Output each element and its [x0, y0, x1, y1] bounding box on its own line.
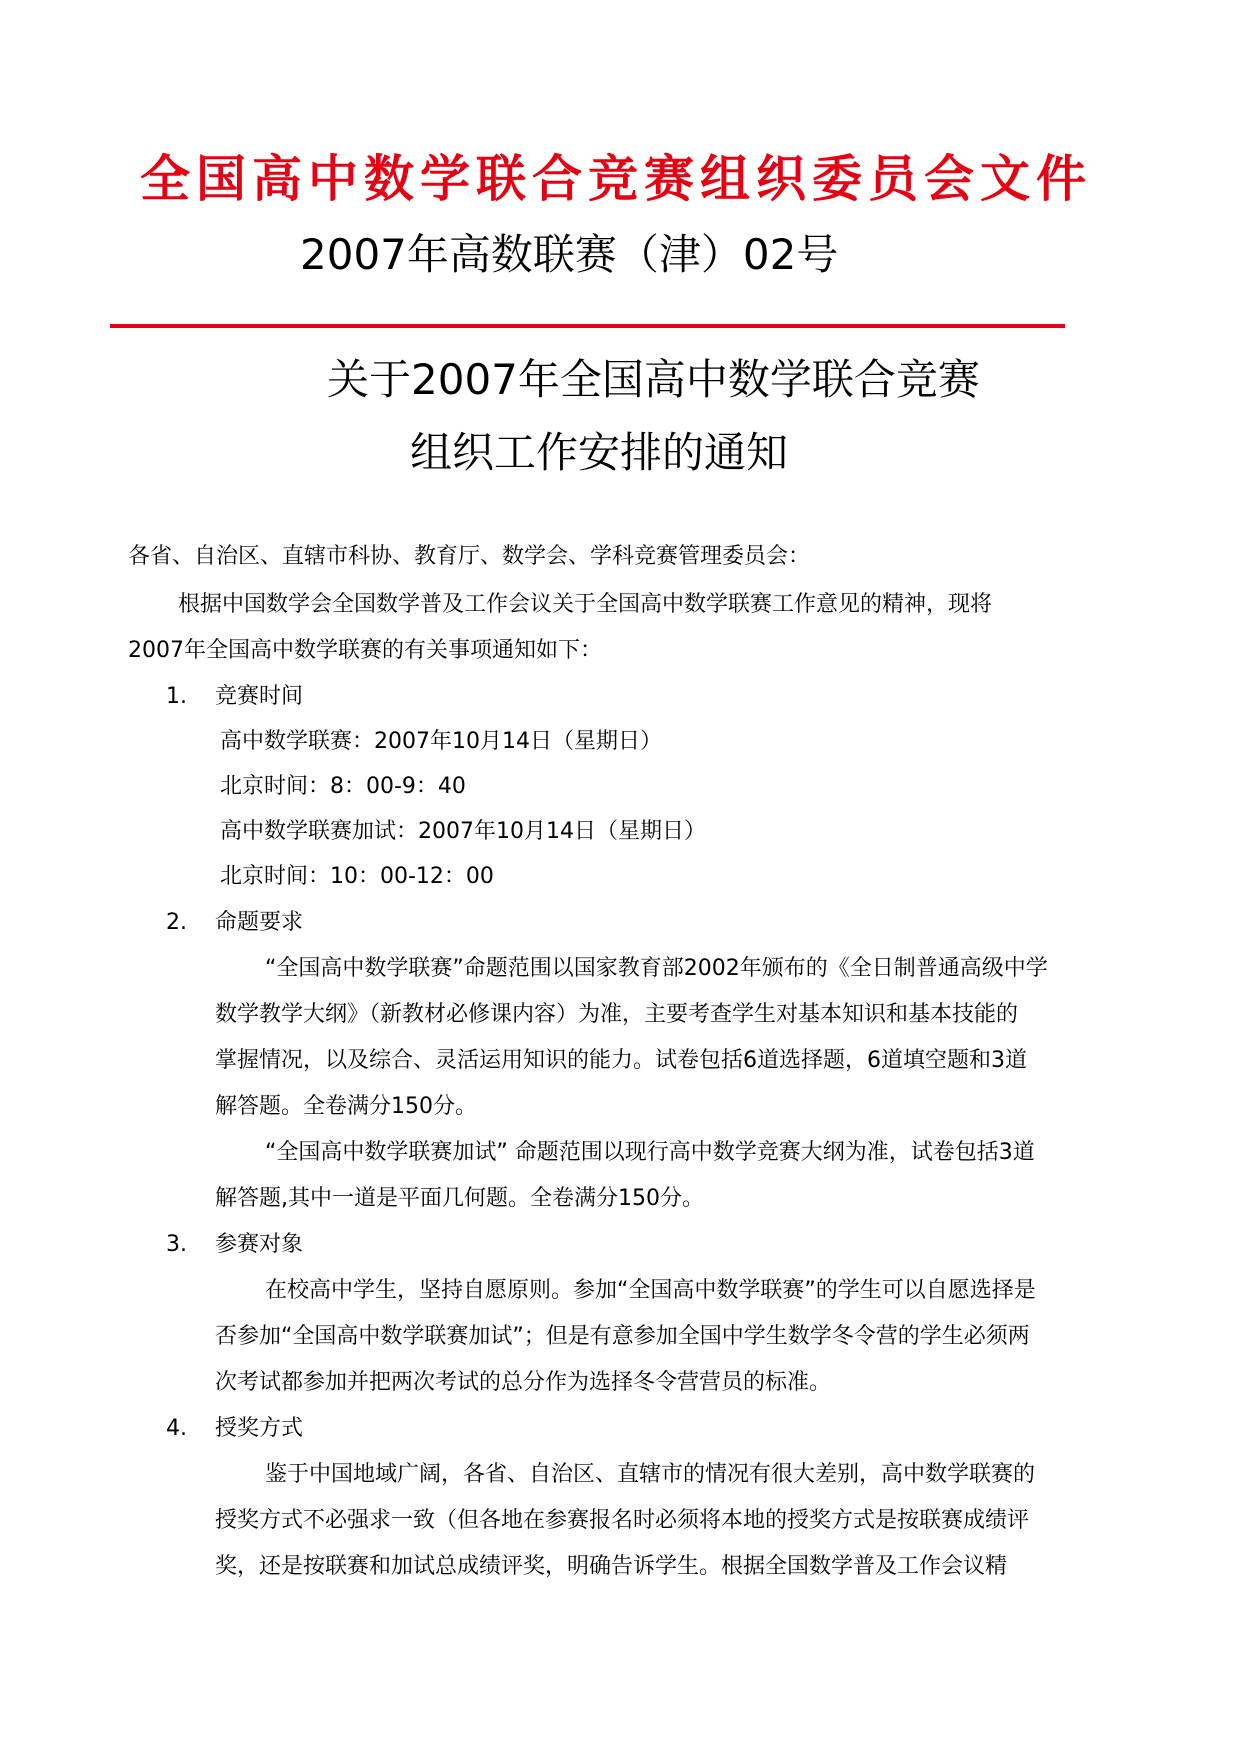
section-1-number: 1. — [166, 684, 187, 709]
section-1-line: 北京时间：10：00-12：00 — [220, 864, 494, 889]
section-3-line: 在校高中学生，坚持自愿原则。参加“全国高中数学联赛”的学生可以自愿选择是 — [265, 1278, 1036, 1303]
issuing-body-title: 全国高中数学联合竞赛组织委员会文件 — [140, 149, 1092, 208]
section-3-number: 3. — [166, 1232, 187, 1257]
section-3-line: 否参加“全国高中数学联赛加试”；但是有意参加全国中学生数学冬令营的学生必须两 — [215, 1324, 1030, 1349]
notice-title-line-2: 组织工作安排的通知 — [410, 428, 789, 477]
section-4-line: 授奖方式不必强求一致（但各地在参赛报名时必须将本地的授奖方式是按联赛成绩评 — [215, 1508, 1030, 1533]
section-3-line: 次考试都参加并把两次考试的总分作为选择冬令营营员的标准。 — [215, 1370, 832, 1395]
section-4-heading: 授奖方式 — [215, 1416, 304, 1441]
section-2-line: 解答题。全卷满分150分。 — [215, 1094, 477, 1119]
section-2-line: 掌握情况，以及综合、灵活运用知识的能力。试卷包括6道选择题，6道填空题和3道 — [215, 1048, 1027, 1073]
section-4-line: 奖，还是按联赛和加试总成绩评奖，明确告诉学生。根据全国数学普及工作会议精 — [215, 1554, 1008, 1579]
notice-title-line-1: 关于2007年全国高中数学联合竞赛 — [327, 355, 980, 404]
intro-line-2: 2007年全国高中数学联赛的有关事项通知如下： — [128, 638, 602, 663]
section-2-heading: 命题要求 — [215, 910, 304, 935]
section-2-line: 解答题,其中一道是平面几何题。全卷满分150分。 — [215, 1186, 704, 1211]
section-1-line: 高中数学联赛加试：2007年10月14日（星期日） — [220, 819, 706, 844]
section-2-line: 数学教学大纲》（新教材必修课内容）为准，主要考查学生对基本知识和基本技能的 — [215, 1002, 1019, 1027]
intro-line-1: 根据中国数学会全国数学普及工作会议关于全国高中数学联赛工作意见的精神，现将 — [178, 592, 993, 617]
section-4-number: 4. — [166, 1416, 187, 1441]
section-1-line: 北京时间：8：00-9：40 — [220, 774, 466, 799]
section-3-heading: 参赛对象 — [215, 1232, 304, 1257]
section-1-line: 高中数学联赛：2007年10月14日（星期日） — [220, 729, 662, 754]
section-2-number: 2. — [166, 910, 187, 935]
document-number: 2007年高数联赛（津）02号 — [300, 230, 839, 279]
section-1-heading: 竞赛时间 — [215, 684, 304, 709]
section-2-line: “全国高中数学联赛加试” 命题范围以现行高中数学竞赛大纲为准，试卷包括3道 — [265, 1140, 1035, 1165]
red-divider-rule — [110, 324, 1065, 328]
section-2-line: “全国高中数学联赛”命题范围以国家教育部2002年颁布的《全日制普通高级中学 — [265, 956, 1048, 981]
section-4-line: 鉴于中国地域广阔，各省、自治区、直辖市的情况有很大差别，高中数学联赛的 — [265, 1462, 1036, 1487]
salutation: 各省、自治区、直辖市科协、教育厅、数学会、学科竞赛管理委员会： — [128, 544, 811, 569]
